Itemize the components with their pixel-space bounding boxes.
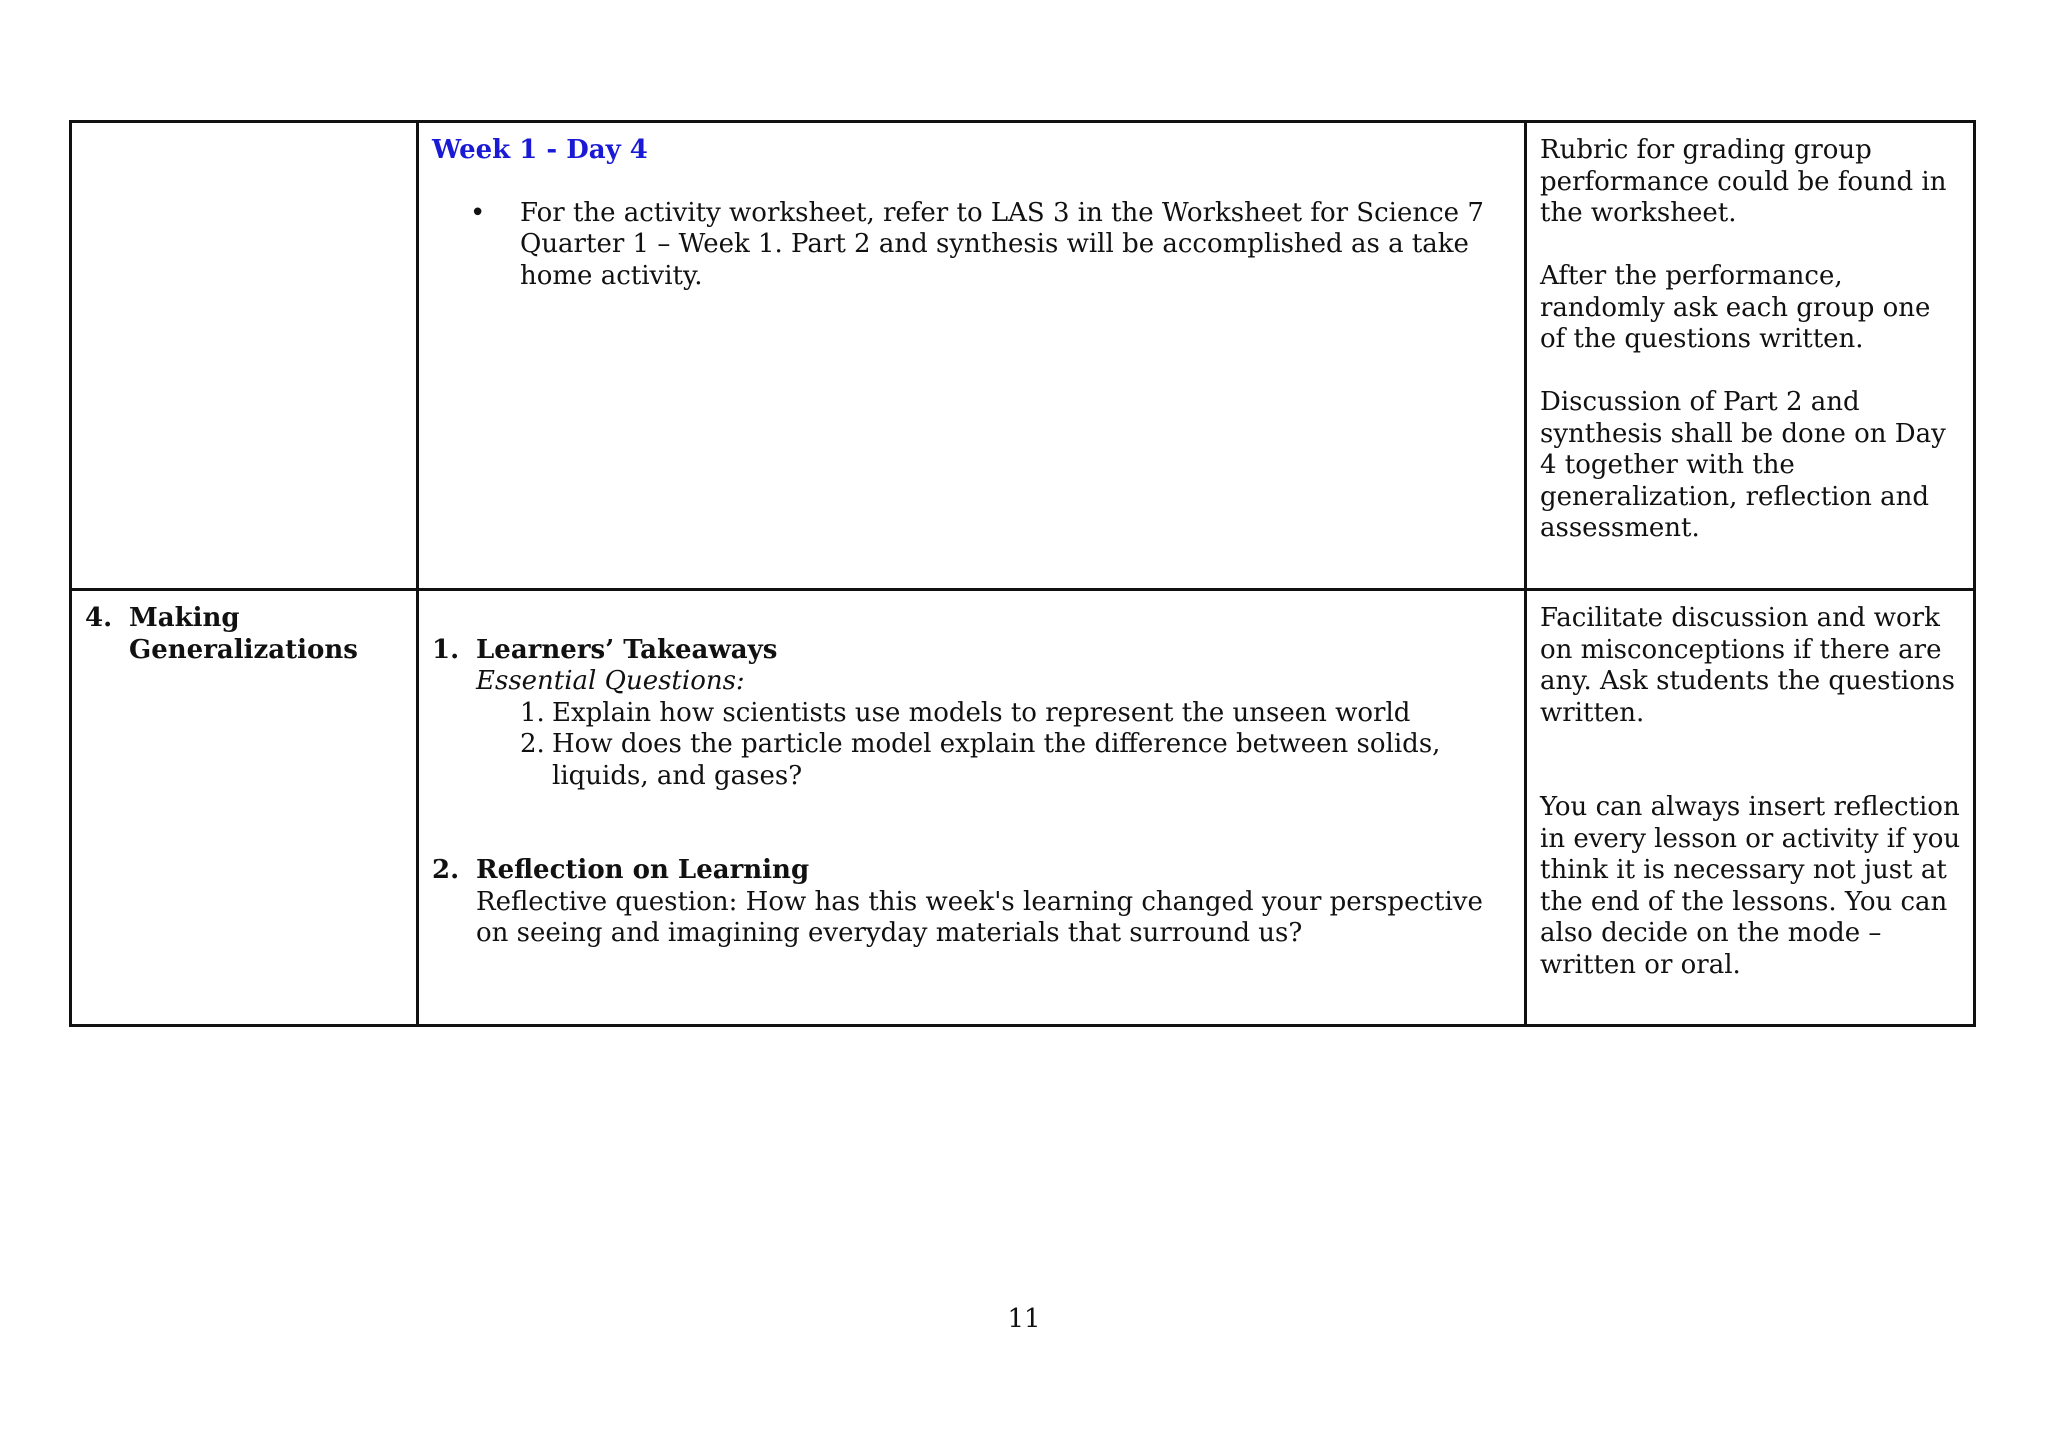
note-paragraph: Rubric for grading group performance could be found in the worksheet. bbox=[1540, 135, 1947, 228]
section-cell bbox=[71, 590, 418, 1026]
list-item: 2. How does the particle model explain the difference between solids, liquids, and gases? bbox=[520, 729, 1512, 792]
page-number: 11 bbox=[1007, 1304, 1041, 1334]
essential-question: How does the particle model explain the difference between solids, liquids, and gases? bbox=[552, 729, 1441, 791]
item-heading: 2. Reflection on Learning bbox=[432, 855, 810, 885]
note-paragraph: Discussion of Part 2 and synthesis shall be done on Day 4 together with the generalization, reflection and assessment. bbox=[1540, 387, 1946, 543]
item-subtitle: Essential Questions: bbox=[476, 666, 745, 696]
list-item: 1. Explain how scientists use models to represent the unseen world bbox=[520, 697, 1411, 728]
table-row bbox=[71, 122, 1975, 590]
day-heading: Week 1 - Day 4 bbox=[432, 135, 648, 165]
activity-cell bbox=[418, 590, 1526, 1026]
table-row bbox=[71, 590, 1975, 1026]
activity-cell bbox=[418, 122, 1526, 590]
item-heading: 1. Learners’ Takeaways bbox=[432, 634, 778, 665]
note-paragraph: Facilitate discussion and work on misconceptions if there are any. Ask students the questions written. bbox=[1540, 603, 1955, 728]
note-paragraph: You can always insert reflection in every lesson or activity if you think it is necessary not just at the end of the lessons. You can also decide on the mode – written or oral. bbox=[1540, 792, 1961, 980]
section-title: Making bbox=[129, 603, 240, 633]
teacher-notes-cell bbox=[1526, 590, 1975, 1026]
bullet-icon: • bbox=[470, 197, 486, 228]
worksheet-instruction: For the activity worksheet, refer to LAS 3 in the Worksheet for Science 7 Quarter 1 – Week 1. Part 2 and synthesis will be accomplished as a take home activity. bbox=[520, 197, 1484, 291]
lesson-plan-table bbox=[69, 120, 1976, 1027]
note-paragraph: After the performance, randomly ask each group one of the questions written. bbox=[1540, 261, 1931, 354]
section-heading: 4. Making Generalizations bbox=[85, 603, 358, 665]
reflective-question: Reflective question: How has this week's learning changed your perspective on seeing and imagining everyday materials that surround us? bbox=[476, 886, 1483, 948]
section-title: Generalizations bbox=[129, 634, 358, 665]
essential-question: Explain how scientists use models to represent the unseen world bbox=[552, 697, 1411, 728]
list-item bbox=[470, 198, 1512, 293]
section-cell-empty bbox=[71, 122, 418, 590]
teacher-notes-cell bbox=[1526, 122, 1975, 590]
item-title: Reflection on Learning bbox=[476, 855, 810, 885]
item-title: Learners’ Takeaways bbox=[476, 634, 778, 665]
